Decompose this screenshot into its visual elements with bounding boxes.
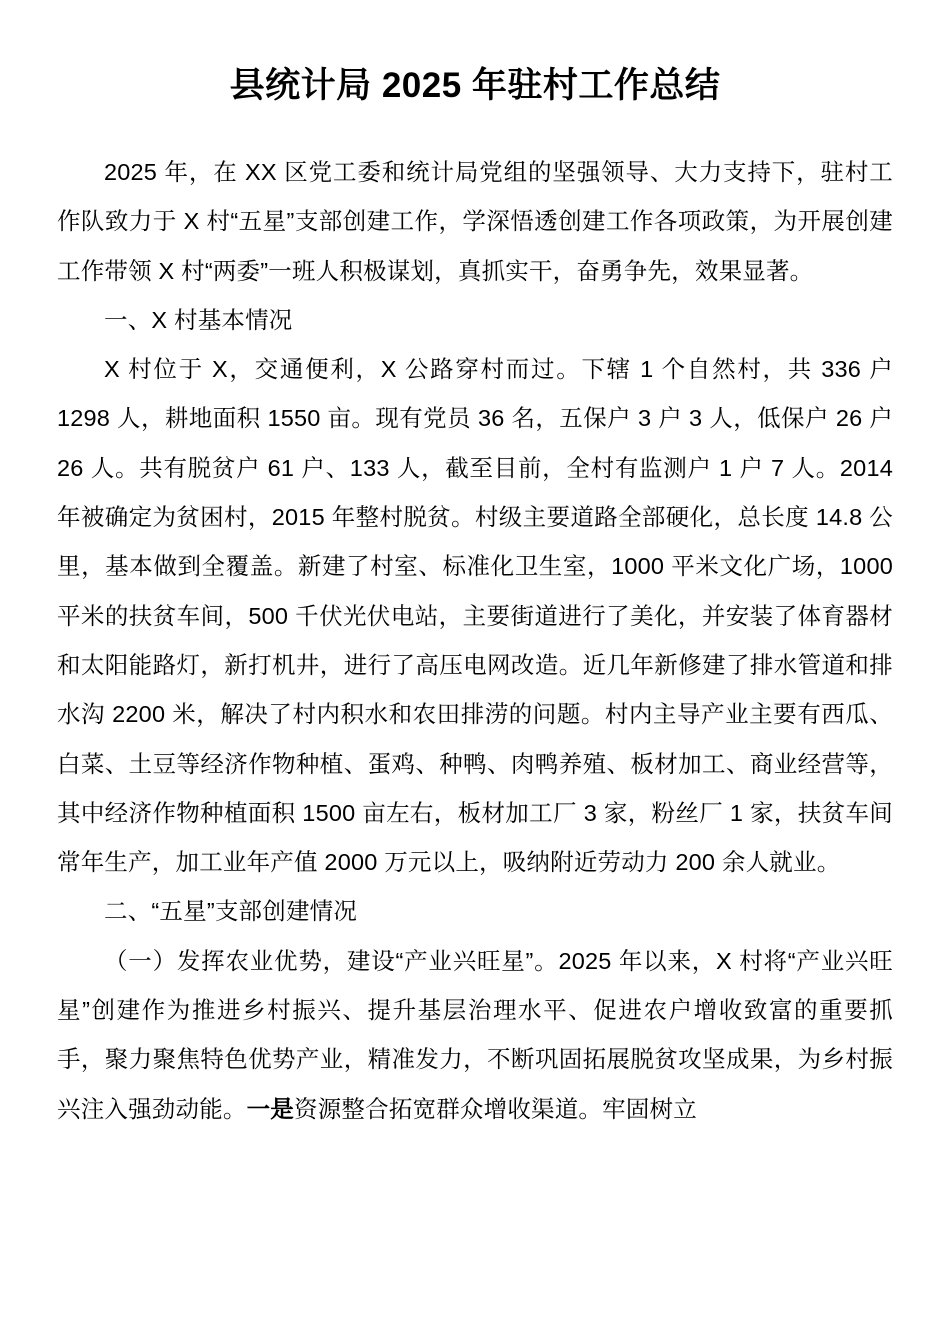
page-title: 县统计局 2025 年驻村工作总结 [229, 66, 721, 105]
subsection-run-bold-lead: 一是 [246, 1095, 295, 1122]
section-heading-two: 二、“五星”支部创建情况 [104, 898, 358, 925]
subsection-run-plain-b: 资源整合拓宽群众增收渠道。牢固树立 [294, 1095, 697, 1122]
intro-paragraph: 2025 年，在 XX 区党工委和统计局党组的坚强领导、大力支持下，驻村工作队致力于 X 村“五星”支部创建工作，学深悟透创建工作各项政策，为开展创建工作带领 X 村“两委”一班人积极谋划，真抓实干，奋勇争先，效果显著。 [57, 159, 893, 284]
subsection-one-paragraph [57, 937, 893, 1134]
subsection-run-plain-a: （一）发挥农业优势，建设“产业兴旺星”。2025 年以来，X 村将“产业兴旺星”创建作为推进乡村振兴、提升基层治理水平、促进农户增收致富的重要抓手，聚力聚焦特色优势产业，精准发力，不断巩固拓展脱贫攻坚成果，为乡村振兴注入强劲动能。 [57, 947, 893, 1122]
village-overview-paragraph: X 村位于 X，交通便利，X 公路穿村而过。下辖 1 个自然村，共 336 户 1298 人，耕地面积 1550 亩。现有党员 36 名，五保户 3 户 3 人，低保户 26 户 26 人。共有脱贫户 61 户、133 人，截至目前，全村有监测户 1 户 7 人。2014 年被确定为贫困村，2015 年整村脱贫。村级主要道路全部硬化，总长度 14.8 公里，基本做到全覆盖。新建了村室、标准化卫生室，1000 平米文化广场，1000 平米的扶贫车间，500 千伏光伏电站，主要街道进行了美化，并安装了体育器材和太阳能路灯，新打机井，进行了高压电网改造。近几年新修建了排水管道和排水沟 2200 米，解决了村内积水和农田排涝的问题。村内主导产业主要有西瓜、白菜、土豆等经济作物种植、蛋鸡、种鸭、肉鸭养殖、板材加工、商业经营等，其中经济作物种植面积 1500 亩左右，板材加工厂 3 家，粉丝厂 1 家，扶贫车间常年生产，加工业年产值 2000 万元以上，吸纳附近劳动力 200 余人就业。 [57, 356, 893, 876]
document-body [57, 148, 893, 1134]
section-heading-one: 一、X 村基本情况 [104, 306, 293, 333]
